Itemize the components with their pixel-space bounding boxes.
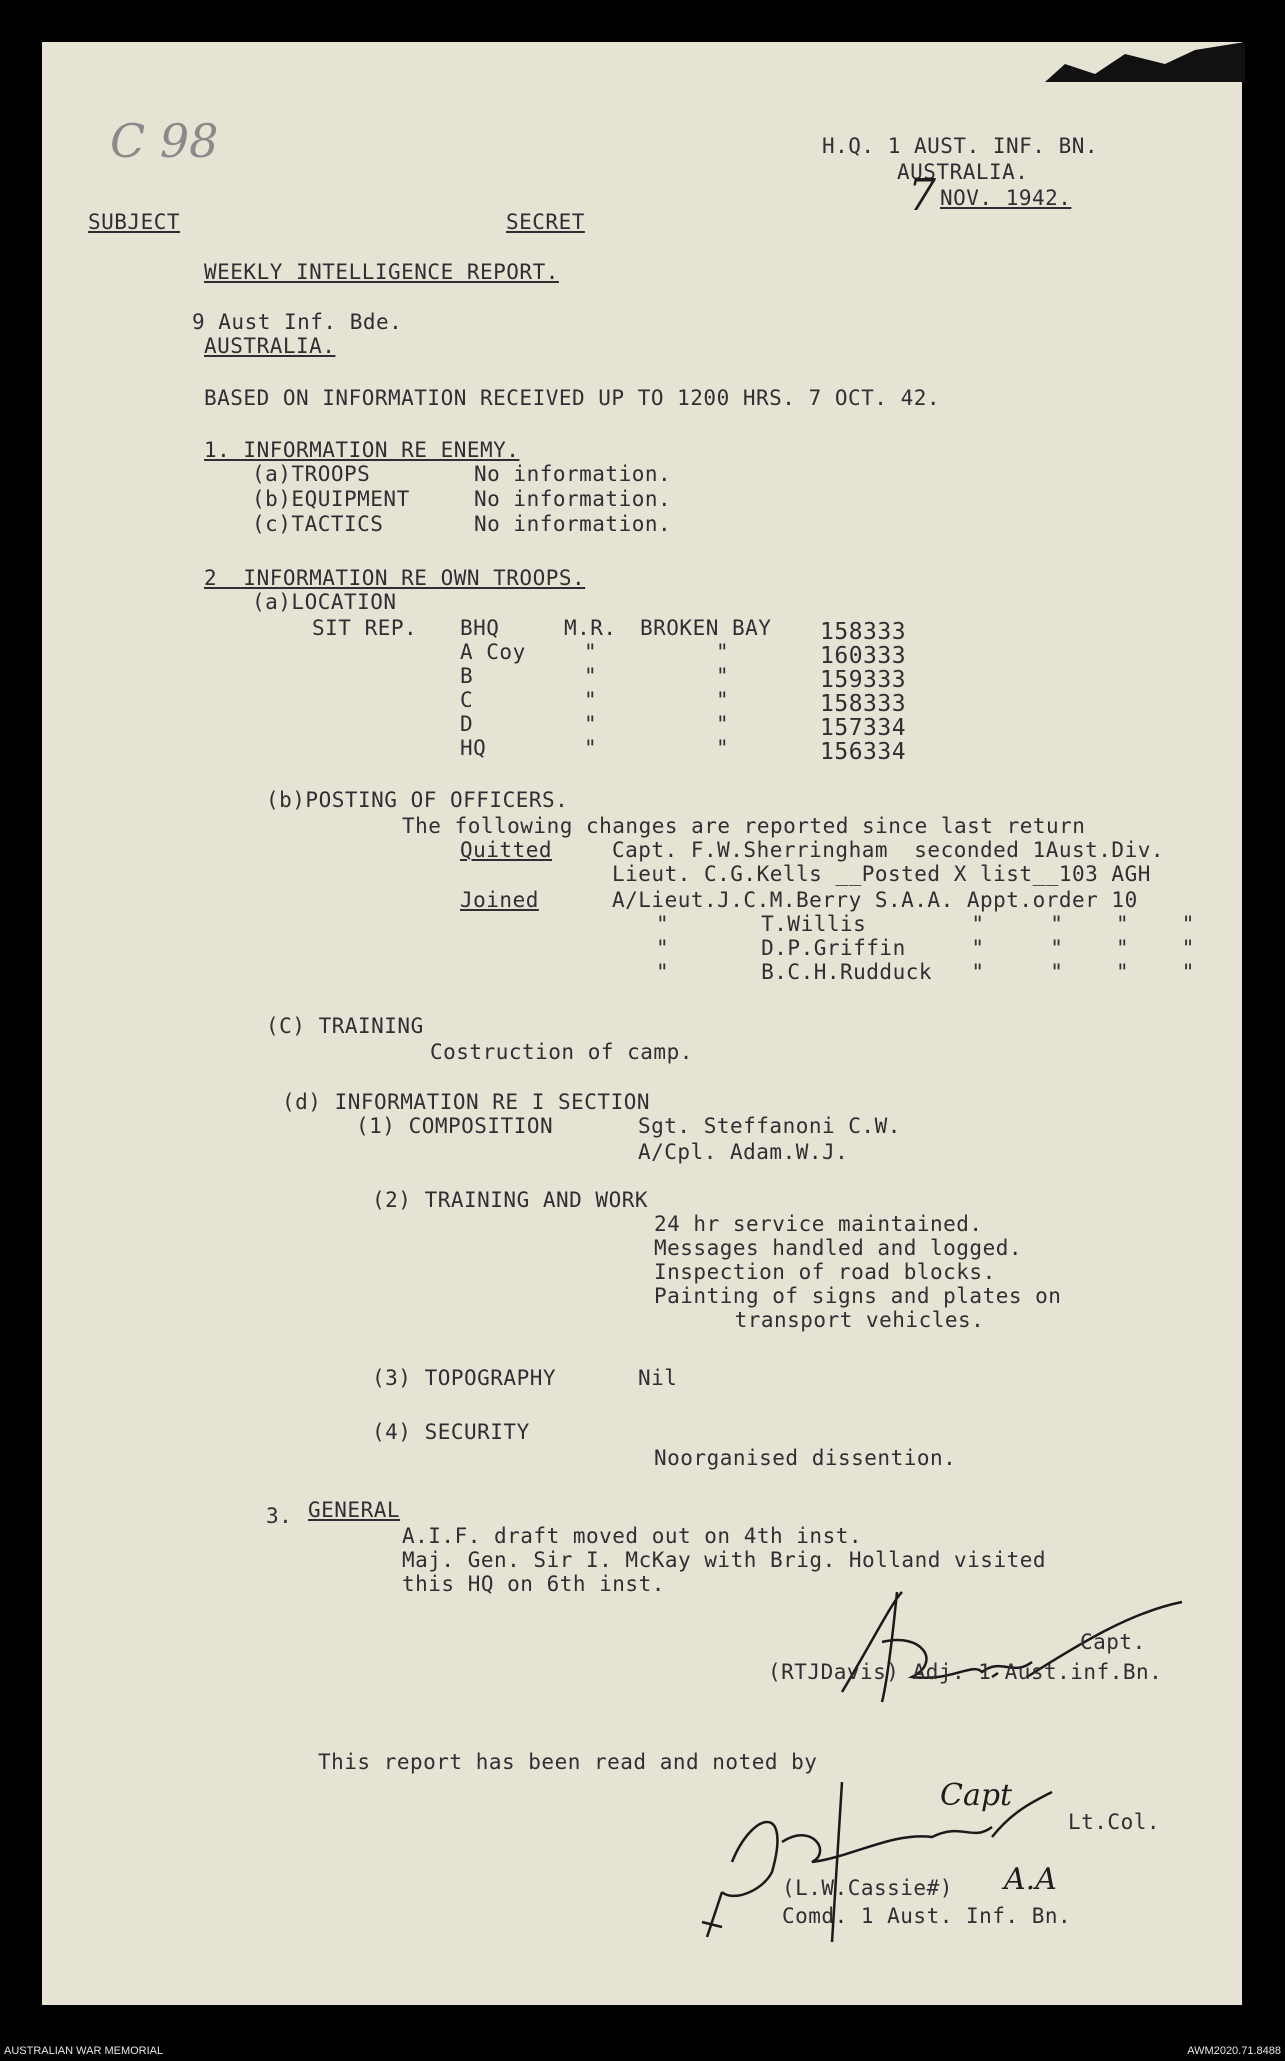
commander-hand-note: Capt [940,1778,1013,1813]
section3-number: 3. [266,1504,293,1528]
sitrep-label: SIT REP. [312,616,418,640]
enemy-equipment-label: (b)EQUIPMENT [252,487,410,511]
quitted-line: Capt. F.W.Sherringham seconded 1Aust.Div. [612,838,1165,862]
footer-accession: AWM2020.71.8488 [1187,2045,1281,2057]
basis-line: BASED ON INFORMATION RECEIVED UP TO 1200 HRS. 7 OCT. 42. [204,386,941,410]
enemy-tactics-value: No information. [474,512,672,536]
addressee-line1: 9 Aust Inf. Bde. [192,310,403,334]
training-work-line: 24 hr service maintained. [654,1212,983,1236]
location-mr: " [584,688,598,712]
header-place: AUSTRALIA. [897,160,1029,184]
isection-heading: (d) INFORMATION RE I SECTION [282,1090,651,1114]
read-note: This report has been read and noted by [318,1750,818,1774]
security-label: (4) SECURITY [372,1420,530,1444]
location-mr: " [584,712,598,736]
location-ref: 158333 [820,691,907,717]
posting-intro: The following changes are reported since last return [402,814,1086,838]
joined-line: " B.C.H.Rudduck " " " " [656,960,1195,984]
location-label: (a)LOCATION [252,590,397,614]
location-place: " [716,640,730,664]
joined-label: Joined [460,888,539,912]
topography-value: Nil [638,1366,678,1390]
general-line: Maj. Gen. Sir I. McKay with Brig. Holland visited [402,1548,1047,1572]
classification: SECRET [506,210,585,234]
security-value: Noorganised dissention. [654,1446,957,1470]
section3-heading: GENERAL [308,1498,401,1522]
joined-line: " D.P.Griffin " " " " [656,936,1195,960]
report-title: WEEKLY INTELLIGENCE REPORT. [204,260,559,284]
location-place: " [716,736,730,760]
header-date-day: 7 [908,170,936,221]
training-work-line: Messages handled and logged. [654,1236,1023,1260]
general-line: this HQ on 6th inst. [402,1572,665,1596]
enemy-troops-value: No information. [474,462,672,486]
commander-rank: Lt.Col. [1068,1810,1161,1834]
location-unit: B [460,664,474,688]
training-work-label: (2) TRAINING AND WORK [372,1188,649,1212]
location-place: " [716,664,730,688]
section1-heading: 1. INFORMATION RE ENEMY. [204,438,520,462]
location-unit: C [460,688,474,712]
commander-appointment: Comd. 1 Aust. Inf. Bn. [782,1904,1072,1928]
location-unit: BHQ [460,616,500,640]
location-mr: " [584,736,598,760]
joined-line: " T.Willis " " " " [656,912,1195,936]
enemy-tactics-label: (c)TACTICS [252,512,384,536]
quitted-label: Quitted [460,838,553,862]
training-work-line: Inspection of road blocks. [654,1260,996,1284]
training-text: Costruction of camp. [430,1040,693,1064]
location-unit: HQ [460,736,487,760]
location-mr: M.R. [564,616,617,640]
enemy-equipment-value: No information. [474,487,672,511]
document-page [42,42,1242,2005]
adjutant-name: (RTJDavis) Adj. 1 Aust.inf.Bn. [768,1660,1163,1684]
joined-line: A/Lieut.J.C.M.Berry S.A.A. Appt.order 10 [612,888,1138,912]
location-unit: A Coy [460,640,526,664]
location-ref: 160333 [820,643,907,669]
posting-heading: (b)POSTING OF OFFICERS. [266,788,569,812]
header-unit: H.Q. 1 AUST. INF. BN. [822,134,1099,158]
location-ref: 158333 [820,619,907,645]
header-date: NOV. 1942. [940,186,1072,210]
commander-name: (L.W.Cassie#) [782,1876,953,1900]
training-work-line: Painting of signs and plates on [654,1284,1062,1308]
enemy-troops-label: (a)TROOPS [252,462,371,486]
location-place: BROKEN BAY [640,616,772,640]
quitted-line: Lieut. C.G.Kells __Posted X list__103 AGH [612,862,1151,886]
location-place: " [716,712,730,736]
location-unit: D [460,712,474,736]
location-ref: 157334 [820,715,907,741]
composition-label: (1) COMPOSITION [356,1114,554,1138]
handwritten-reference: C 98 [110,114,219,168]
location-ref: 159333 [820,667,907,693]
footer-archive: AUSTRALIAN WAR MEMORIAL [4,2045,164,2057]
general-line: A.I.F. draft moved out on 4th inst. [402,1524,863,1548]
subject-label: SUBJECT [88,210,181,234]
topography-label: (3) TOPOGRAPHY [372,1366,557,1390]
section2-heading: 2 INFORMATION RE OWN TROOPS. [204,566,586,590]
composition-line: A/Cpl. Adam.W.J. [638,1140,849,1164]
training-work-line: transport vehicles. [682,1308,985,1332]
training-label: (C) TRAINING [266,1014,424,1038]
location-place: " [716,688,730,712]
adjutant-rank: Capt. [1080,1630,1146,1654]
composition-line: Sgt. Steffanoni C.W. [638,1114,901,1138]
commander-hand-note-2: A.A [1004,1862,1057,1897]
location-mr: " [584,664,598,688]
location-ref: 156334 [820,739,907,765]
addressee-line2: AUSTRALIA. [204,334,336,358]
location-mr: " [584,640,598,664]
